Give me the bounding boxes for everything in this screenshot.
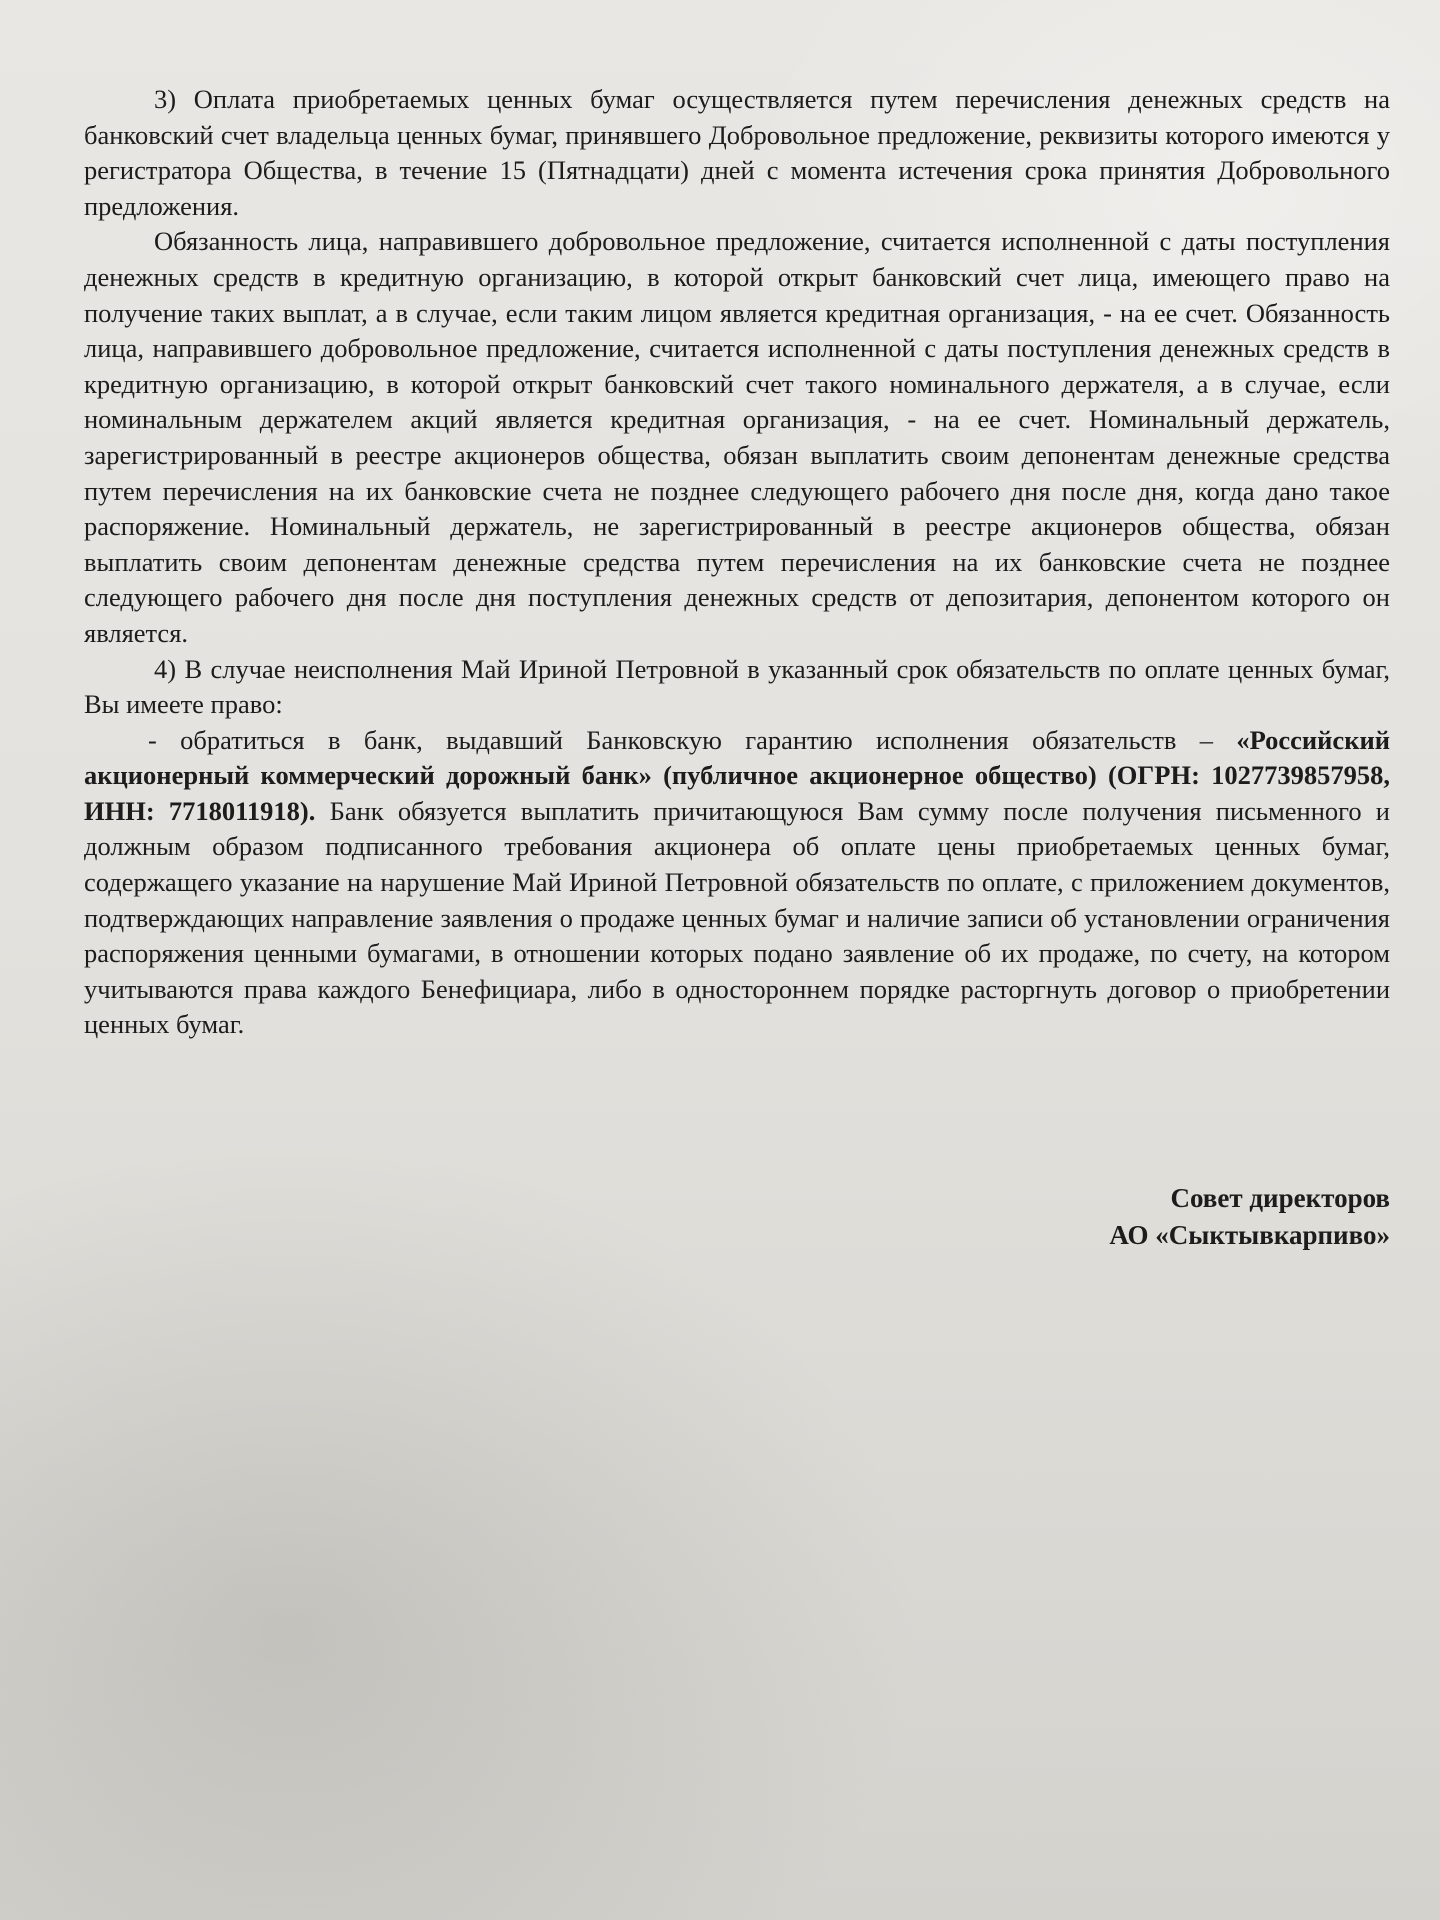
signature-block xyxy=(1109,1180,1390,1254)
paragraph-non-fulfilment: 4) В случае неисполнения Май Ириной Петровной в указанный срок обязательств по оплате ценных бумаг, Вы имеете право: xyxy=(84,653,1390,720)
document-body xyxy=(84,82,1390,1043)
bank-name-bold: «Российский акционерный коммерческий дорожный банк» (публичное акционерное общество) (ОГРН: 1027739857958, ИНН: 7718011918). xyxy=(84,724,1390,826)
paragraph-bank-guarantee xyxy=(84,723,1390,1043)
bank-guarantee-lead: - обратиться в банк, выдавший Банковскую гарантию исполнения обязательств – xyxy=(148,724,1237,755)
signature-board: Совет директоров xyxy=(1170,1183,1390,1213)
paragraph-obligation-fulfilment: Обязанность лица, направившего добровольное предложение, считается исполненной с даты поступления денежных средств в кредитную организацию, в которой открыт банковский счет лица, имеющего право на получение таких выплат, а в случае, если таким лицом является кредитная организация, - на ее счет. Обязанность лица, направившего добровольное предложение, считается исполненной с даты поступления денежных средств в кредитную организацию, в которой открыт банковский счет такого номинального держателя, а в случае, если номинальным держателем акций является кредитная организация, - на ее счет. Номинальный держатель, зарегистрированный в реестре акционеров общества, обязан выплатить своим депонентам денежные средства путем перечисления на их банковские счета не позднее следующего рабочего дня после дня, когда дано такое распоряжение. Номинальный держатель, не зарегистрированный в реестре акционеров общества, обязан выплатить своим депонентам денежные средства путем перечисления на их банковские счета не позднее следующего рабочего дня после дня поступления денежных средств от депозитария, депонентом которого он является. xyxy=(84,226,1390,648)
signature-company: АО «Сыктывкарпиво» xyxy=(1109,1220,1390,1250)
paragraph-payment-terms: 3) Оплата приобретаемых ценных бумаг осуществляется путем перечисления денежных средств на банковский счет владельца ценных бумаг, принявшего Добровольное предложение, реквизиты которого имеются у регистратора Общества, в течение 15 (Пятнадцати) дней с момента истечения срока принятия Добровольного предложения. xyxy=(84,84,1390,221)
bank-guarantee-tail: Банк обязуется выплатить причитающуюся Вам сумму после получения письменного и должным образом подписанного требования акционера об оплате цены приобретаемых ценных бумаг, содержащего указание на нарушение Май Ириной Петровной обязательств по оплате, с приложением документов, подтверждающих направление заявления о продаже ценных бумаг и наличие записи об установлении ограничения распоряжения ценными бумагами, в отношении которых подано заявление об их продаже, по счету, на котором учитываются права каждого Бенефициара, либо в одностороннем порядке расторгнуть договор о приобретении ценных бумаг. xyxy=(84,795,1390,1040)
